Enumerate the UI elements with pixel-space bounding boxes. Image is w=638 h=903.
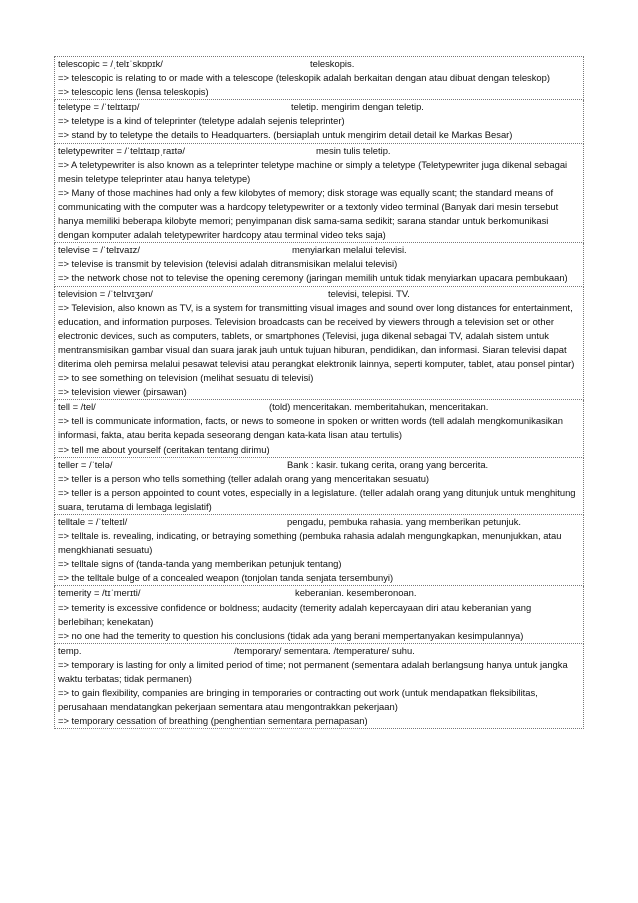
entry-meaning: pengadu, pembuka rahasia. yang memberikan petunjuk. <box>287 516 522 527</box>
entry-meaning: televisi, telepisi. TV. <box>328 287 410 299</box>
entry-meaning: teleskopis. <box>310 58 355 69</box>
entry-televise <box>54 243 584 286</box>
entry-term: televise = /ˈtelɪvaɪz/ <box>58 244 140 256</box>
entry-telescopic <box>54 56 584 100</box>
entry-term: teletype = /ˈtelɪtaɪp/ <box>58 101 140 113</box>
entry-head <box>58 515 580 529</box>
entry-head <box>58 144 580 158</box>
entry-line: => A teletypewriter is also known as a teleprinter teletype machine or simply a teletype (Teletypewriter juga dikenal sebagai mesin teletype teleprinter atau hanya teletype) <box>58 158 568 184</box>
entry-line: => Many of those machines had only a few kilobytes of memory; disk storage was equally scant; the standard means of communicating with the computer was a hardcopy teletypewriter or a textonly video terminal (Banyak dari mesin tersebut hanya memiliki beberapa kilobyte memori; penyimpanan disk sama-sama sedikit; sarana standar untuk berkomunikasi dengan komputer adalah teletypewriter hardcopy atau terminal video teks saja) <box>58 186 559 241</box>
entry-line: => stand by to teletype the details to Headquarters. (bersiaplah untuk mengirim detail detail ke Markas Besar) <box>58 129 513 141</box>
entry-line: => telescopic is relating to or made with a telescope (teleskopik adalah berkaitan dengan atau dibuat dengan teleskop) <box>58 72 550 84</box>
entry-term: telltale = /ˈtelteɪl/ <box>58 516 128 527</box>
entry-head <box>58 586 580 600</box>
entry-line: => Television, also known as TV, is a system for transmitting visual images and sound over long distances for entertainment, education, and information purposes. Television broadcasts can be received by viewers through a television set or other electronic devices, such as computers, tablets, or smartphones (Televisi, juga dikenal sebagai TV, adalah sistem untuk mentransmisikan gambar visual dan suara jarak jauh untuk tujuan hiburan, pendidikan, dan informasi. Siaran televisi dapat diterima oleh pemirsa melalui pesawat televisi atau perangkat elektronik lainnya, seperti komputer, tablet, atau ponsel pintar) <box>58 301 575 369</box>
entry-meaning: Bank : kasir. tukang cerita, orang yang bercerita. <box>287 458 489 470</box>
dictionary-page <box>54 56 584 729</box>
entry-teller <box>54 458 584 515</box>
entry-line: => the telltale bulge of a concealed weapon (tonjolan tanda senjata tersembunyi) <box>58 572 394 584</box>
entry-term: teletypewriter = /ˈtelɪtaɪpˌraɪtə/ <box>58 144 185 156</box>
entry-line: => tell is communicate information, facts, or news to someone in spoken or written words (tell adalah mengkomunikasikan informasi, fakta, atau berita kepada seseorang dengan kata-kata lisan atau tertulis) <box>58 415 563 441</box>
entry-line: => tell me about yourself (ceritakan tentang dirimu) <box>58 443 270 455</box>
entry-head <box>58 287 580 301</box>
entry-meaning: keberanian. kesemberonoan. <box>295 587 417 599</box>
entry-meaning: menyiarkan melalui televisi. <box>292 244 407 256</box>
entry-meaning: /temporary/ sementara. /temperature/ suhu. <box>234 644 415 656</box>
entry-meaning: (told) menceritakan. memberitahukan, menceritakan. <box>269 401 489 413</box>
entry-line: => telltale is. revealing, indicating, or betraying something (pembuka rahasia adalah mengungkapkan, menunjukkan, atau mengkhianati sesuatu) <box>58 530 562 556</box>
entry-line: => to gain flexibility, companies are bringing in temporaries or contracting out work (untuk mendapatkan fleksibilitas, perusahaan mendatangkan pekerjaan sementara atau mengontrakkan pekerjaan) <box>58 687 538 713</box>
entry-line: => temporary cessation of breathing (penghentian sementara pernapasan) <box>58 715 368 727</box>
entry-teletype <box>54 100 584 143</box>
entry-line: => television viewer (pirsawan) <box>58 386 187 398</box>
entry-head <box>58 243 580 257</box>
entry-line: => to see something on television (melihat sesuatu di televisi) <box>58 372 314 384</box>
entry-line: => teller is a person appointed to count votes, especially in a legislature. (teller adalah orang yang ditunjuk untuk menghitung suara, terutama di lembaga legislatif) <box>58 486 576 512</box>
entry-head <box>58 458 580 472</box>
entry-term: temp. <box>58 644 82 656</box>
entry-teletypewriter <box>54 144 584 244</box>
entry-term: teller = /ˈtelə/ <box>58 458 113 470</box>
entry-temp <box>54 644 584 730</box>
entry-head <box>58 57 580 71</box>
entry-telltale <box>54 515 584 586</box>
entry-term: television = /ˈtelɪvɪʒən/ <box>58 287 153 299</box>
entry-temerity <box>54 586 584 643</box>
entry-line: => temerity is excessive confidence or boldness; audacity (temerity adalah kepercayaan diri atau keberanian yang berlebihan; kenekatan) <box>58 601 532 627</box>
entry-term: telescopic = /ˌtelɪˈskɒpɪk/ <box>58 58 163 69</box>
entry-meaning: mesin tulis teletip. <box>316 144 391 156</box>
entry-line: => telltale signs of (tanda-tanda yang memberikan petunjuk tentang) <box>58 558 342 570</box>
entry-line: => telescopic lens (lensa teleskopis) <box>58 86 209 98</box>
entry-line: => teller is a person who tells something (teller adalah orang yang menceritakan sesuatu) <box>58 472 430 484</box>
entry-head <box>58 644 580 658</box>
entry-term: tell = /tel/ <box>58 401 96 413</box>
entry-line: => the network chose not to televise the opening ceremony (jaringan memilih untuk tidak menyiarkan upacara pembukaan) <box>58 272 568 284</box>
entry-term: temerity = /tɪˈmerɪti/ <box>58 587 141 599</box>
entry-meaning: teletip. mengirim dengan teletip. <box>291 101 424 113</box>
entry-television <box>54 287 584 401</box>
entry-head <box>58 400 580 414</box>
entry-line: => televise is transmit by television (televisi adalah ditransmisikan melalui televisi) <box>58 258 398 270</box>
entry-line: => teletype is a kind of teleprinter (teletype adalah sejenis teleprinter) <box>58 115 345 127</box>
entry-line: => no one had the temerity to question his conclusions (tidak ada yang berani mempertanyakan kesimpulannya) <box>58 629 524 641</box>
entry-tell <box>54 400 584 457</box>
entry-line: => temporary is lasting for only a limited period of time; not permanent (sementara adalah berlangsung hanya untuk jangka waktu terbatas; tidak permanen) <box>58 658 568 685</box>
entry-head <box>58 100 580 114</box>
